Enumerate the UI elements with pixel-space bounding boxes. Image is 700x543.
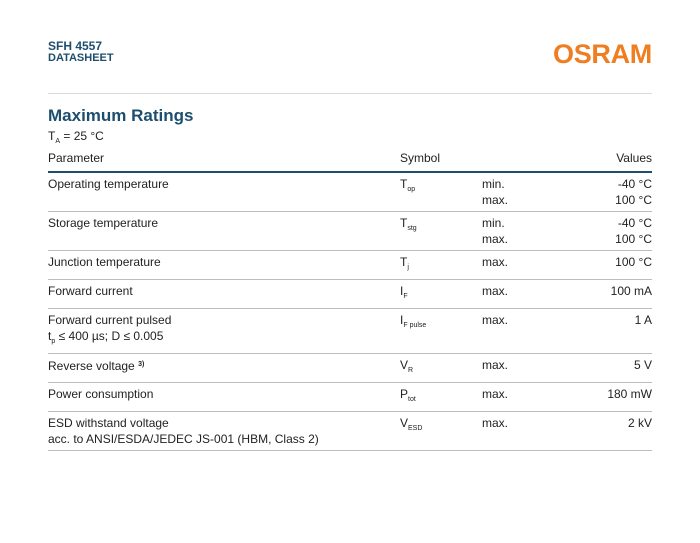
parameter-name: Power consumption [48, 387, 154, 401]
table-row [48, 251, 652, 280]
limit-label: min. [482, 216, 505, 230]
rating-value: 5 V [633, 358, 652, 372]
parameter-name: Forward current pulsed [48, 313, 172, 327]
osram-logo: OSRAM [553, 39, 652, 69]
parameter-cell [48, 172, 400, 212]
value-cell [572, 383, 652, 412]
value-cell [572, 172, 652, 212]
limit-label: max. [482, 416, 509, 430]
parameter-cell [48, 412, 400, 451]
header-divider [48, 93, 652, 94]
parameter-condition: $t_p \le 400$ µs; D ≤ 0.005 [48, 329, 164, 345]
column-header-limit [482, 147, 572, 172]
symbol-cell: $T_{op}$ [400, 177, 416, 193]
symbol-cell: $V_R$ [400, 358, 414, 374]
limit-cell [482, 251, 572, 280]
parameter-name: Operating temperature [48, 177, 169, 191]
rating-value: -40 °C [617, 216, 652, 230]
rating-value: 180 mW [607, 387, 652, 401]
parameter-name: ESD withstand voltage [48, 416, 169, 430]
table-header-row [48, 147, 652, 172]
parameter-name: Junction temperature [48, 255, 161, 269]
parameter-condition: acc. to ANSI/ESDA/JEDEC JS-001 (HBM, Class 2) [48, 432, 319, 446]
table-row [48, 383, 652, 412]
parameter-cell [48, 383, 400, 412]
value-cell [572, 212, 652, 251]
table-row [48, 280, 652, 309]
limit-cell [482, 383, 572, 412]
limit-label: min. [482, 177, 505, 191]
limit-cell [482, 280, 572, 309]
maximum-ratings-table [48, 147, 652, 451]
limit-label: max. [482, 358, 509, 372]
symbol-cell: $I_{F pulse}$ [400, 313, 427, 329]
parameter-name: Storage temperature [48, 216, 159, 230]
parameter-cell [48, 280, 400, 309]
rating-value: 2 kV [627, 416, 652, 430]
limit-cell [482, 172, 572, 212]
limit-cell [482, 354, 572, 383]
rating-value: 100 mA [610, 284, 652, 298]
symbol-cell: $T_{stg}$ [400, 216, 417, 232]
parameter-cell [48, 251, 400, 280]
table-row [48, 172, 652, 212]
symbol-cell: $I_F$ [400, 284, 408, 300]
rating-value: -40 °C [617, 177, 652, 191]
footnote-ref: 3) [138, 361, 145, 368]
document-header [48, 40, 652, 70]
limit-label: max. [482, 193, 509, 207]
limit-label: max. [482, 284, 509, 298]
value-cell [572, 251, 652, 280]
table-row [48, 309, 652, 354]
table-row [48, 212, 652, 251]
symbol-cell: $T_j$ [400, 255, 409, 271]
rating-value: 100 °C [615, 232, 652, 246]
ambient-temperature-condition: $T_A = 25$ °C [48, 129, 104, 145]
parameter-name: Forward current [48, 284, 133, 298]
limit-label: max. [482, 387, 509, 401]
rating-value: 1 A [634, 313, 652, 327]
parameter-name: Reverse voltage [48, 359, 135, 373]
limit-label: max. [482, 232, 509, 246]
parameter-cell [48, 354, 400, 383]
symbol-cell: $P_{tot}$ [400, 387, 416, 403]
rating-value: 100 °C [615, 193, 652, 207]
table-row [48, 354, 652, 383]
parameter-cell [48, 212, 400, 251]
column-header-parameter: Parameter [48, 151, 105, 165]
part-number: SFH 4557 [48, 39, 103, 53]
value-cell [572, 412, 652, 451]
limit-label: max. [482, 255, 509, 269]
value-cell [572, 280, 652, 309]
limit-cell [482, 212, 572, 251]
rating-value: 100 °C [615, 255, 652, 269]
parameter-cell [48, 309, 400, 354]
document-type: DATASHEET [48, 52, 114, 64]
section-title: Maximum Ratings [48, 106, 194, 125]
value-cell [572, 309, 652, 354]
value-cell [572, 354, 652, 383]
limit-cell [482, 309, 572, 354]
column-header-values: Values [616, 151, 652, 165]
limit-cell [482, 412, 572, 451]
symbol-cell: $V_{ESD}$ [400, 416, 423, 432]
table-row [48, 412, 652, 451]
limit-label: max. [482, 313, 509, 327]
column-header-symbol: Symbol [400, 151, 441, 165]
